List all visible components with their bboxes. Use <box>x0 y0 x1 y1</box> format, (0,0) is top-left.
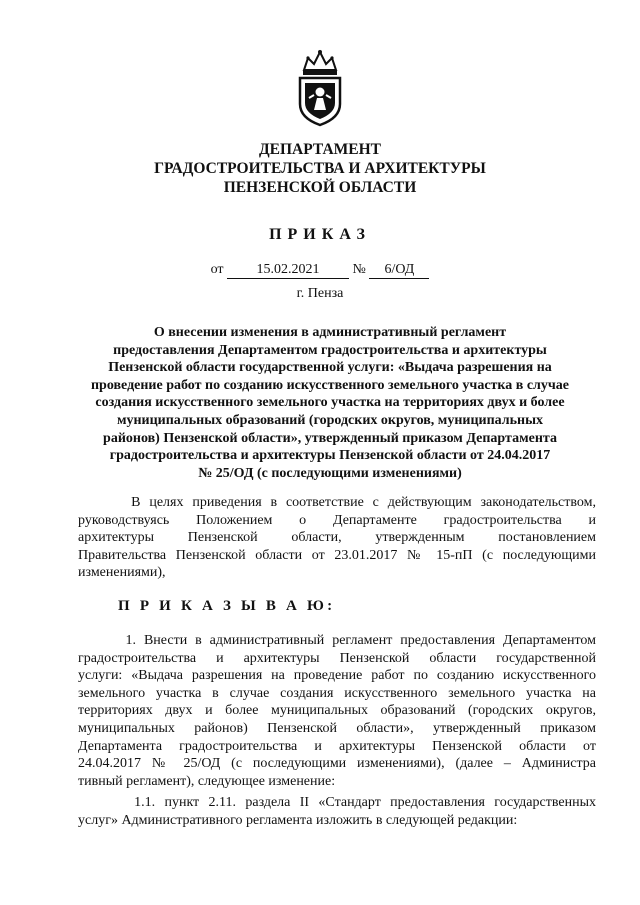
text-line: Департамента градостроительства и архитектуры Пензенской области от <box>78 738 596 754</box>
text-line: архитектуры Пензенской области, утвержденным постановлением <box>78 530 596 546</box>
order-subject <box>75 324 585 482</box>
department-name <box>0 140 640 197</box>
subject-line: Пензенской области государственной услуги: «Выдача разрешения на <box>108 360 552 376</box>
subject-line: муниципальных образований (городских округов, муниципальных <box>116 412 544 428</box>
text-line: 1.1. пункт 2.11. раздела II «Стандарт предоставления государственных <box>78 795 596 810</box>
department-line: ДЕПАРТАМЕНТ <box>258 141 382 158</box>
subject-line: градостроительства и архитектуры Пензенской области от 24.04.2017 <box>109 448 551 464</box>
subject-line: проведение работ по созданию искусственного земельного участка в случае <box>90 377 570 393</box>
item-1-1-paragraph <box>78 794 596 829</box>
text-line: 1. Внести в административный регламент предоставления Департаментом <box>78 633 596 648</box>
item-1-paragraph <box>78 632 596 790</box>
text-line: земельного участка в случае создания искусственного земельного участка на <box>78 685 596 701</box>
text-line: изменениями), <box>78 565 166 581</box>
text-line: В целях приведения в соответствие с действующим законодательством, <box>78 495 596 510</box>
document-date: 15.02.2021 <box>227 262 349 279</box>
department-line: ГРАДОСТРОИТЕЛЬСТВА И АРХИТЕКТУРЫ <box>154 160 486 177</box>
subject-line: О внесении изменения в административный регламент <box>153 325 507 340</box>
text-line: услуг» Административного регламента изложить в следующей редакции: <box>78 812 518 828</box>
date-number-line <box>0 262 640 279</box>
subject-line: № 25/ОД (с последующими изменениями) <box>198 465 462 481</box>
department-line: ПЕНЗЕНСКОЙ ОБЛАСТИ <box>223 179 417 196</box>
city-name: г. Пенза <box>296 286 344 301</box>
subject-line: предоставления Департаментом градостроительства и архитектуры <box>113 342 547 358</box>
preamble-paragraph <box>78 494 596 582</box>
decree-heading: П Р И К А З Ы В А Ю: <box>118 598 336 614</box>
text-line: 24.04.2017 № 25/ОД (с последующими изменениями), (далее – Администра <box>78 756 596 772</box>
subject-line: районов) Пензенской области», утвержденный приказом Департамента <box>103 430 557 446</box>
document-number: 6/ОД <box>369 262 429 279</box>
text-line: муниципальных районов) Пензенской области», утвержденный приказом <box>78 720 596 736</box>
text-line: градостроительства и архитектуры Пензенской области государственной <box>78 650 596 666</box>
number-sign: № <box>352 262 366 277</box>
text-line: руководствуясь Положением о Департаменте градостроительства и <box>78 512 596 528</box>
document-title: ПРИКАЗ <box>269 226 371 243</box>
date-prefix: от <box>210 262 224 277</box>
coat-of-arms-icon <box>290 48 350 128</box>
subject-line: создания искусственного земельного участка на территориях двух и более <box>95 395 565 411</box>
text-line: Правительства Пензенской области от 23.01.2017 № 15-пП (с последующими <box>78 547 596 563</box>
text-line: территориях двух и более муниципальных образований (городских округов, <box>78 703 596 719</box>
text-line: тивный регламент), следующее изменение: <box>78 773 336 789</box>
text-line: услуги: «Выдача разрешения на проведение работ по созданию искусственного <box>78 668 596 684</box>
